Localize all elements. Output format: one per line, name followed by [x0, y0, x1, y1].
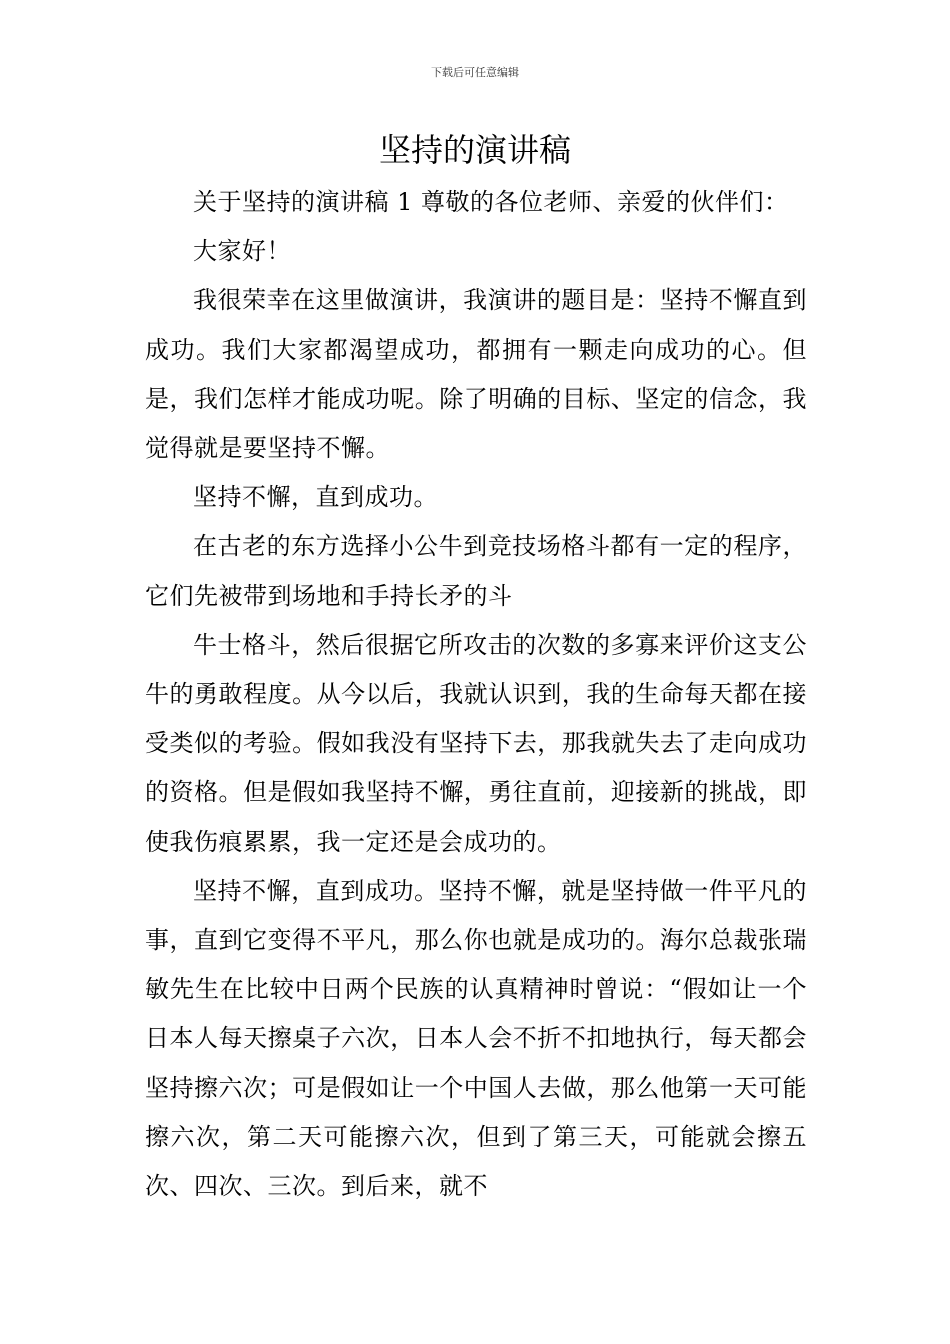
paragraph-bull-story: 在古老的东方选择小公牛到竞技场格斗都有一定的程序，它们先被带到场地和手持长矛的斗 — [145, 532, 807, 610]
document-body — [145, 178, 807, 1211]
document-title: 坚持的演讲稿 — [378, 131, 571, 169]
paragraph-motto-2: 坚持不懈，直到成功。坚持不懈，就是坚持做一件平凡的事，直到它变得不平凡，那么你也就是成功的。海尔总裁张瑞敏先生在比较中日两个民族的认真精神时曾说：“假如让一个日本人每天擦桌子六次，日本人会不折不扣地执行，每天都会坚持擦六次；可是假如让一个中国人去做，那么他第一天可能擦六次，第二天可能擦六次，但到了第三天，可能就会擦五次、四次、三次。到后来，就不 — [145, 876, 807, 1201]
paragraph-intro: 我很荣幸在这里做演讲，我演讲的题目是：坚持不懈直到成功。我们大家都渴望成功，都拥有一颗走向成功的心。但是，我们怎样才能成功呢。除了明确的目标、坚定的信念，我觉得就是要坚持不懈。 — [145, 286, 807, 463]
paragraph-greeting: 大家好！ — [193, 237, 291, 266]
header-note: 下载后可任意编辑 — [431, 66, 519, 79]
paragraph-motto-1: 坚持不懈，直到成功。 — [193, 483, 438, 512]
paragraph-salutation: 关于坚持的演讲稿 1 尊敬的各位老师、亲爱的伙伴们： — [193, 188, 789, 216]
paragraph-bull-story-continued: 牛士格斗，然后很据它所攻击的次数的多寡来评价这支公牛的勇敢程度。从今以后，我就认识到，我的生命每天都在接受类似的考验。假如我没有坚持下去，那我就失去了走向成功的资格。但是假如我坚持不懈，勇往直前，迎接新的挑战，即使我伤痕累累，我一定还是会成功的。 — [145, 630, 807, 856]
